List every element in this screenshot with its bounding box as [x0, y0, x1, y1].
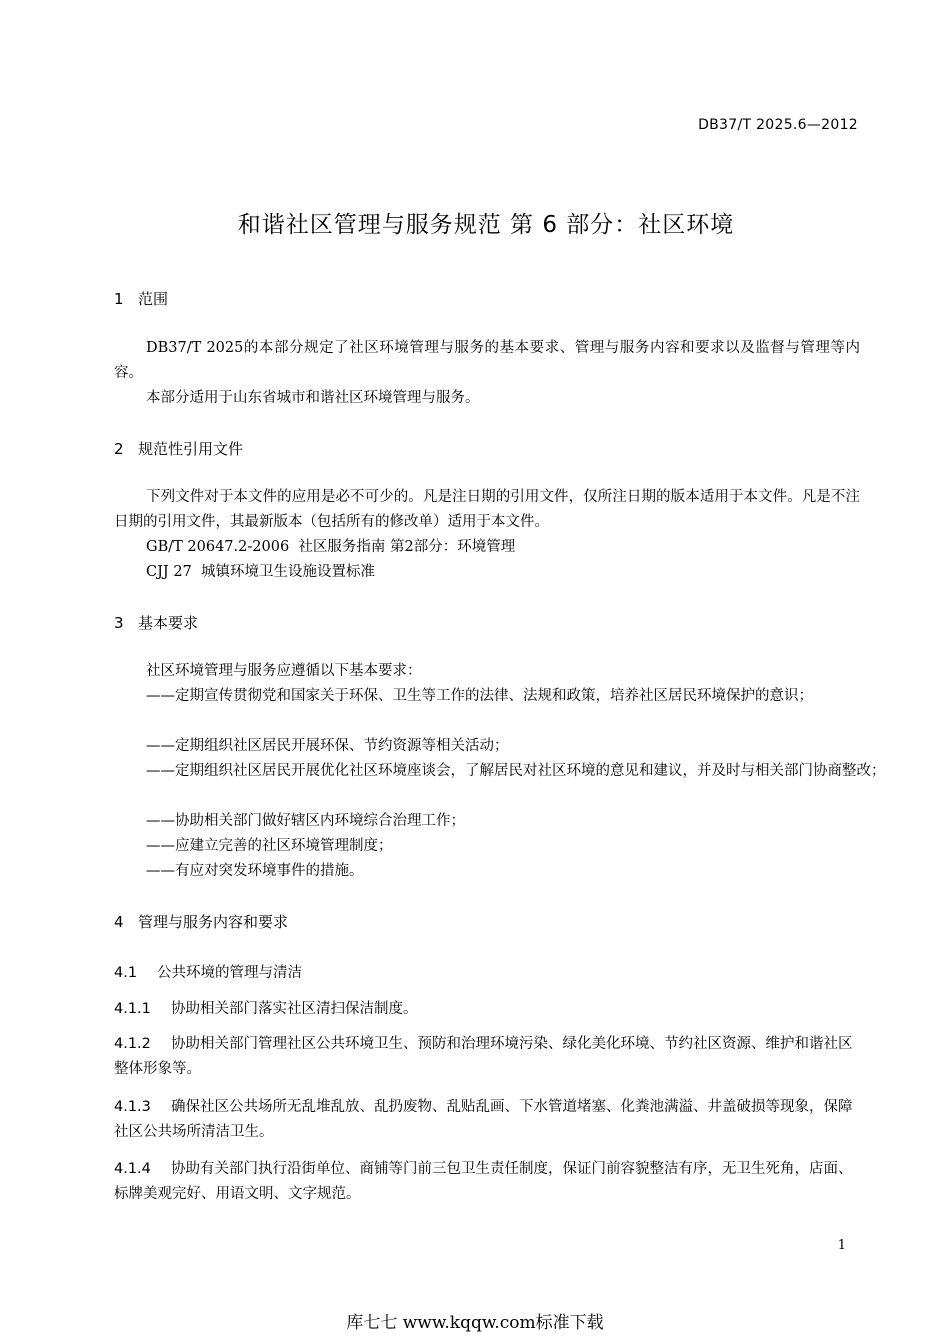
- requirement-item: ——定期组织社区居民开展环保、节约资源等相关活动；: [146, 738, 509, 754]
- clause-text: 协助相关部门落实社区清扫保洁制度。: [171, 1001, 418, 1017]
- clause-number: 4.1.1: [114, 1001, 151, 1017]
- section-title: 规范性引用文件: [138, 440, 244, 458]
- requirement-item: ——有应对突发环境事件的措施。: [146, 863, 364, 879]
- section-number: 1: [114, 290, 124, 308]
- section-title: 范围: [138, 290, 169, 308]
- section-4-heading: [114, 911, 288, 932]
- subsection-4-1-heading: [114, 961, 302, 982]
- reference-code: CJJ 27: [146, 564, 192, 580]
- section-1-para-2: 本部分适用于山东省城市和谐社区环境管理与服务。: [146, 390, 480, 406]
- clause-number: 4.1.3: [114, 1099, 151, 1115]
- clause-4-1-2: [114, 1032, 860, 1082]
- standard-code: DB37/T 2025.6—2012: [698, 117, 858, 133]
- page-number: 1: [837, 1238, 846, 1253]
- clause-4-1-1: [114, 997, 860, 1022]
- requirement-item: ——定期宣传贯彻党和国家关于环保、卫生等工作的法律、法规和政策，培养社区居民环境保护的意识；: [146, 688, 813, 704]
- section-number: 3: [114, 614, 124, 632]
- section-3-intro: 社区环境管理与服务应遵循以下基本要求：: [146, 663, 422, 679]
- requirement-item: ——应建立完善的社区环境管理制度；: [146, 838, 393, 854]
- subsection-title: 公共环境的管理与清洁: [157, 965, 302, 981]
- clause-text: 协助有关部门执行沿街单位、商铺等门前三包卫生责任制度，保证门前容貌整洁有序，无卫生死角，店面、标牌美观完好、用语文明、文字规范。: [114, 1161, 853, 1202]
- section-number: 4: [114, 913, 124, 931]
- reference-code: GB/T 20647.2-2006: [146, 539, 290, 555]
- clause-text: 确保社区公共场所无乱堆乱放、乱扔废物、乱贴乱画、下水管道堵塞、化粪池满溢、井盖破损等现象，保障社区公共场所清洁卫生。: [114, 1099, 853, 1140]
- clause-number: 4.1.4: [114, 1161, 151, 1177]
- section-1-heading: [114, 288, 168, 309]
- clause-text: 协助相关部门管理社区公共环境卫生、预防和治理环境污染、绿化美化环境、节约社区资源、维护和谐社区整体形象等。: [114, 1036, 853, 1077]
- section-number: 2: [114, 440, 124, 458]
- document-title: 和谐社区管理与服务规范 第 6 部分：社区环境: [237, 212, 735, 238]
- section-2-heading: [114, 438, 243, 459]
- footer-watermark: 库七七 www.kqqw.com标准下载: [346, 1313, 604, 1333]
- reference-name: 城镇环境卫生设施设置标准: [201, 564, 375, 580]
- clause-4-1-4: [114, 1157, 860, 1207]
- reference-name: 社区服务指南 第2部分：环境管理: [298, 539, 516, 555]
- section-2-para-1: 下列文件对于本文件的应用是必不可少的。凡是注日期的引用文件，仅所注日期的版本适用于本文件。凡是不注日期的引用文件，其最新版本（包括所有的修改单）适用于本文件。: [114, 489, 860, 530]
- section-1-para-1: DB37/T 2025的本部分规定了社区环境管理与服务的基本要求、管理与服务内容和要求以及监督与管理等内容。: [114, 340, 860, 381]
- section-title: 管理与服务内容和要求: [138, 913, 289, 931]
- section-title: 基本要求: [138, 614, 199, 632]
- reference-2: [146, 560, 375, 581]
- reference-1: [146, 535, 515, 556]
- clause-number: 4.1.2: [114, 1036, 151, 1052]
- clause-4-1-3: [114, 1095, 860, 1145]
- subsection-number: 4.1: [114, 965, 138, 981]
- section-3-heading: [114, 612, 198, 633]
- requirement-item: ——定期组织社区居民开展优化社区环境座谈会，了解居民对社区环境的意见和建议，并及时与相关部门协商整改；: [146, 763, 886, 779]
- requirement-item: ——协助相关部门做好辖区内环境综合治理工作；: [146, 813, 465, 829]
